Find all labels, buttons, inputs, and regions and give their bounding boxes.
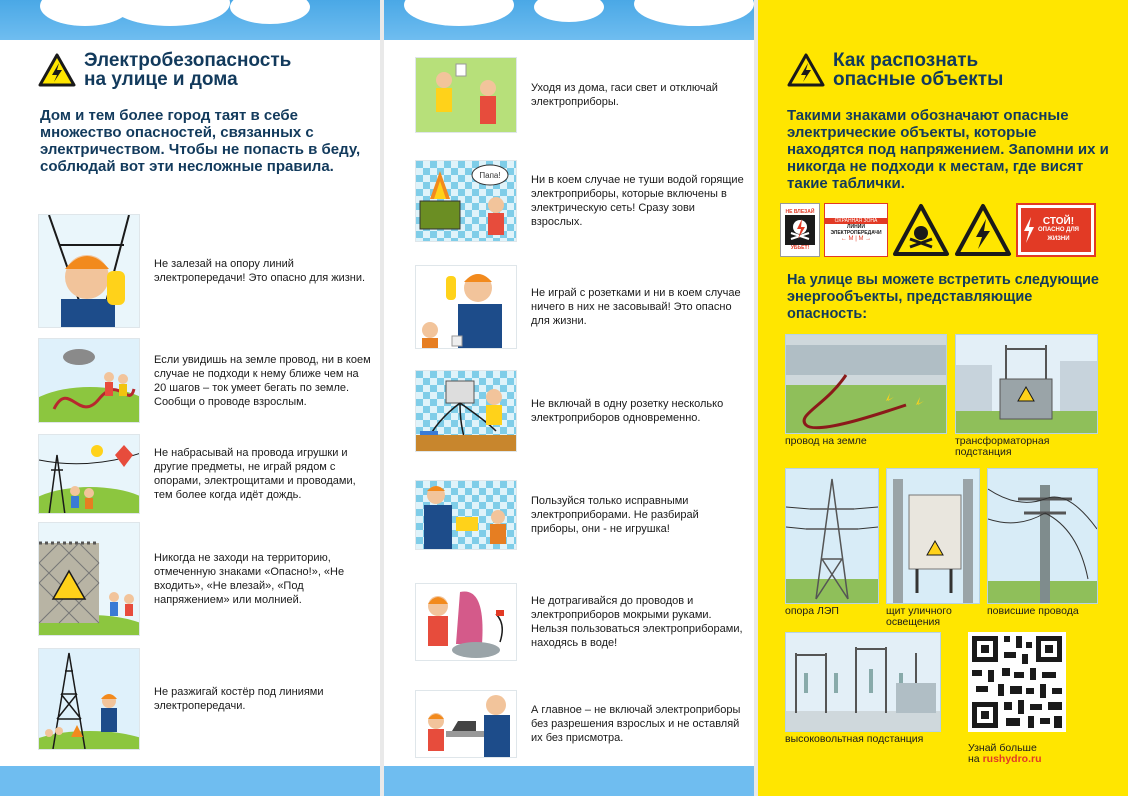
sky-band-left [0,0,384,40]
rule-text: Никогда не заходи на территорию, отмеченную знаками «Опасно!», «Не входить», «Не влезай», «Под напряжением» или молнией. [154,552,345,606]
right-header [787,51,1003,89]
object-picture [886,468,980,604]
rule-item [415,265,745,349]
rule-item [415,160,745,242]
sign-protection-zone: ОХРАННАЯ ЗОНА ЛИНИИ ЭЛЕКТРОПЕРЕДАЧИ ← М | М → [824,203,888,257]
illustration-bonfire [38,648,140,750]
sign-text: УБЬЕТ! [790,245,810,251]
right-page-intro: Такими знаками обозначают опасные электрические объекты, которые находятся под напряжением. Запомни их и никогда не подходи к местам, где висят такие таблички. [787,107,1109,192]
skull-icon [785,215,815,245]
rule-text: А главное – не включай электроприборы без разрешения взрослых и не оставляй их без присмотра. [531,704,741,744]
object-street-lighting-panel [886,468,980,628]
object-label: трансформаторная подстанция [955,435,1050,458]
qr-code-icon[interactable] [968,632,1066,732]
rule-item [415,57,745,133]
sign-ne-vlezay [780,203,820,257]
illustration-fenced-area [38,522,140,636]
illustration-unattended-iron [415,690,517,758]
sign-text: ОХРАННАЯ ЗОНА [825,218,887,224]
ground-band-left [0,766,384,796]
illustration-kite [38,434,140,514]
right-page-title-line2: опасные объекты [833,69,1004,90]
rule-item [38,338,373,423]
illustration-overloaded-socket [415,370,517,452]
rule-item [415,480,745,550]
object-picture [987,468,1098,604]
illustration-broken-appliance [415,480,517,550]
rule-item [38,434,373,514]
sign-text: М [848,236,854,242]
rule-text: Не набрасывай на провода игрушки и другие предметы, не играй рядом с опорами, электрощитами и проводами, тем более когда идёт дождь. [154,447,356,501]
rule-text: Не играй с розетками и ни в коем случае ничего в них не засовывай! Это опасно для жизни. [531,287,741,327]
page-fold [754,0,758,796]
rule-text: Если увидишь на земле провод, ни в коем случае не подходи к нему ближе чем на 20 шагов – ток умеет бегать по земле. Сообщи о проводе взрослым. [154,353,371,408]
left-page-intro: Дом и тем более город таят в себе множество опасностей, связанных с электричеством. Чтобы не попасть в беду, соблюдай вот эти несложные правила. [40,107,361,175]
object-label: щит уличного освещения [886,605,952,628]
object-picture [955,334,1098,434]
object-transformer-substation [955,334,1098,458]
object-picture [785,468,879,604]
object-picture [785,632,941,732]
object-label: опора ЛЭП [785,605,839,617]
sign-text: ЭЛЕКТРОПЕРЕДАЧИ [830,230,882,236]
illustration-socket-warning [415,265,517,349]
page-fold [380,0,384,796]
rule-text: Ни в коем случае не туши водой горящие электроприборы, которые включены в электрическую сеть! Сразу зови взрослых. [531,174,744,228]
object-label: провод на земле [785,435,867,447]
object-high-voltage-substation [785,632,941,745]
rule-text: Не залезай на опору линий электропередачи! Это опасно для жизни. [154,258,366,284]
rushydro-link[interactable]: rushydro.ru [982,753,1042,765]
object-wire-on-ground [785,334,947,447]
sky-band-middle [384,0,758,40]
qr-label-prefix: на [968,753,980,765]
left-page-title-line2: на улице и дома [84,69,238,90]
rule-text: Уходя из дома, гаси свет и отключай электроприборы. [531,82,718,108]
rule-item [38,648,373,750]
sign-text: СТОЙ! [1042,215,1075,227]
left-header [38,51,291,89]
illustration-wet-hands [415,583,517,661]
illustration-burning-appliance [415,160,517,242]
sign-text: ЖИЗНИ [1047,235,1070,242]
rule-item [38,522,373,636]
rule-text: Не включай в одну розетку несколько электроприборов одновременно. [531,398,724,424]
illustration-switching-off-light [415,57,517,133]
right-page-title-line1: Как распознать [833,50,979,71]
qr-label-line1: Узнай больше [968,742,1037,754]
object-hanging-wires [987,468,1098,617]
rule-text: Пользуйся только исправными электроприборами. Не разбирай приборы, они - не игрушка! [531,495,699,535]
sign-text: НЕ ВЛЕЗАЙ [785,209,815,215]
warning-signs-row [780,203,1096,257]
lightning-icon [1023,217,1035,243]
ground-band-middle [384,766,758,796]
qr-block [968,632,1098,765]
skull-crossbones-warning-sign [892,203,950,257]
objects-title: На улице вы можете встретить следующие энергообъекты, представляющие опасность: [787,272,1099,322]
rule-item [415,583,745,661]
rule-text: Не дотрагивайся до проводов и электроприборов мокрыми руками. Нельзя пользоваться электроприборами, находясь в воде! [531,595,743,649]
sign-text: М [858,236,864,242]
object-label: повисшие провода [987,605,1079,617]
object-label: высоковольтная подстанция [785,733,924,745]
sign-text: ЛИНИИ [847,224,865,230]
sign-text: ОПАСНО ДЛЯ [1038,226,1079,233]
rule-item [38,214,373,328]
rule-item [415,690,745,758]
sign-stop-danger [1016,203,1096,257]
object-power-line-pylon [785,468,879,617]
rule-item [415,370,745,452]
illustration-lineman [38,214,140,328]
high-voltage-warning-icon [787,53,825,87]
rule-text: Не разжигай костёр под линиями электропередачи. [154,686,324,712]
object-picture [785,334,947,434]
left-page-title-line1: Электробезопасность [84,50,292,71]
lightning-warning-sign [954,203,1012,257]
speech-bubble: Папа! [479,171,501,180]
high-voltage-warning-icon [38,53,76,87]
illustration-wire-on-ground [38,338,140,423]
